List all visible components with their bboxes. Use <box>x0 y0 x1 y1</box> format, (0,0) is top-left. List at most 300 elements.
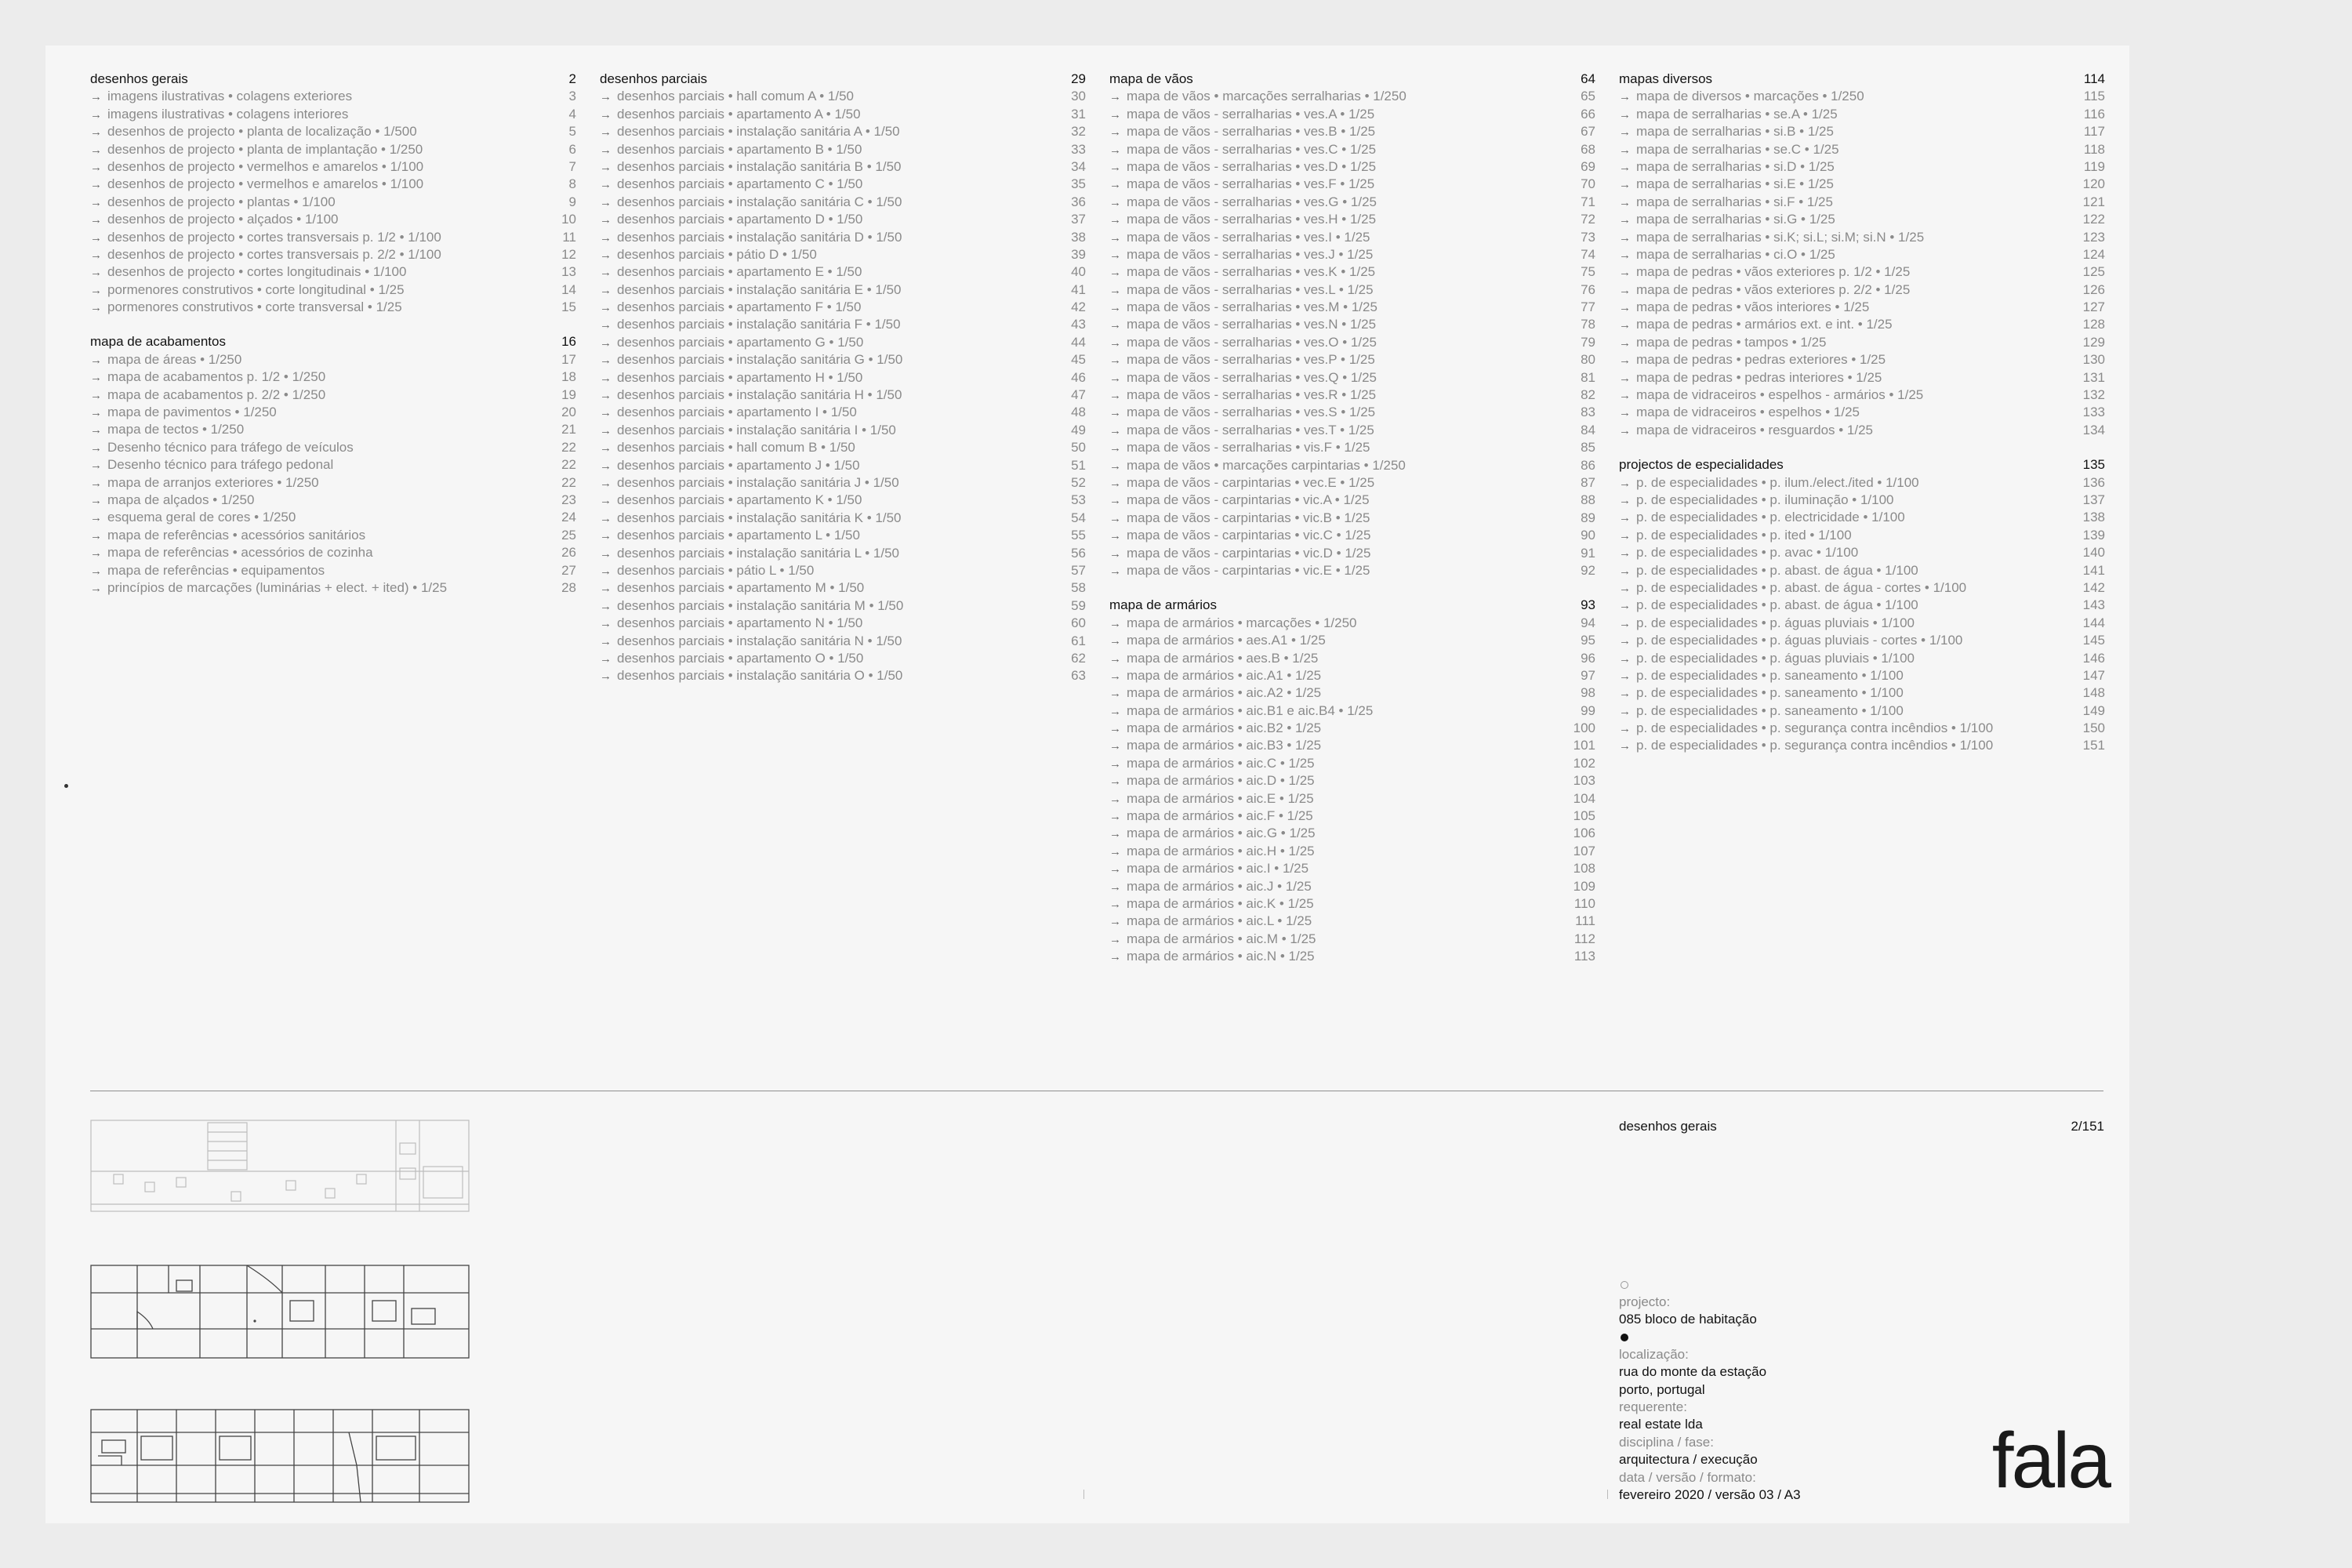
toc-entry <box>1109 316 1595 333</box>
arrow-right-icon: → <box>600 617 612 631</box>
arrow-right-icon: → <box>1109 248 1121 262</box>
toc-entry-label: mapa de vidraceiros • espelhos • 1/25 <box>1636 405 1860 420</box>
toc-entry <box>1619 387 2105 404</box>
toc-entry <box>600 422 1086 439</box>
toc-entry-label: Desenho técnico para tráfego pedonal <box>107 457 334 473</box>
toc-section <box>1109 71 1595 579</box>
toc-entry <box>600 229 1086 246</box>
toc-entry <box>600 246 1086 263</box>
toc-entry-label: mapa de serralharias • si.D • 1/25 <box>1636 158 1835 174</box>
toc-entry-page: 3 <box>568 89 576 104</box>
toc-entry-label: mapa de áreas • 1/250 <box>107 351 242 367</box>
toc-entry-label: mapa de pedras • tampos • 1/25 <box>1636 334 1827 350</box>
arrow-right-icon: → <box>1619 704 1631 718</box>
toc-entry-label-wrap <box>1619 211 2066 229</box>
localizacao-label: localização: <box>1619 1346 1689 1362</box>
toc-entry <box>1109 825 1595 842</box>
arrow-right-icon: → <box>600 90 612 104</box>
toc-entry-label-wrap <box>1109 948 1556 966</box>
toc-entry-label-wrap <box>1619 88 2066 106</box>
arrow-right-icon: → <box>600 318 612 332</box>
toc-entry-label-wrap <box>1109 387 1556 405</box>
section-page-number: 93 <box>1581 597 1595 613</box>
toc-entry-label-wrap <box>1619 263 2066 281</box>
arrow-right-icon: → <box>1619 143 1631 157</box>
arrow-right-icon: → <box>90 423 102 437</box>
toc-entry <box>1109 474 1595 492</box>
toc-entry-page: 98 <box>1581 685 1595 701</box>
toc-entry <box>1619 474 2105 492</box>
section-page-number: 135 <box>2082 457 2105 473</box>
toc-entry-label: desenhos parciais • instalação sanitária G • 1/50 <box>617 352 903 368</box>
toc-entry-label: desenhos parciais • instalação sanitária J • 1/50 <box>617 474 899 490</box>
arrow-right-icon: → <box>600 670 612 684</box>
toc-entry-page: 43 <box>1071 317 1086 332</box>
toc-entry-label: mapa de armários • aic.J • 1/25 <box>1127 878 1312 894</box>
toc-entry <box>90 194 576 211</box>
toc-entry-label: p. de especialidades • p. avac • 1/100 <box>1636 545 1859 561</box>
toc-entry-label: mapa de serralharias • si.F • 1/25 <box>1636 194 1833 209</box>
toc-section-heading <box>600 71 1086 88</box>
toc-entry-page: 27 <box>561 562 576 578</box>
toc-entry <box>600 316 1086 333</box>
toc-entry <box>600 527 1086 544</box>
toc-entry-label-wrap <box>1619 562 2066 580</box>
toc-entry-label-wrap <box>90 229 537 247</box>
toc-entry-label: mapa de referências • equipamentos <box>107 562 325 578</box>
toc-entry-label-wrap <box>90 106 537 124</box>
toc-entry-page: 138 <box>2082 510 2105 525</box>
toc-entry-label: mapa de pedras • pedras interiores • 1/25 <box>1636 369 1882 385</box>
toc-entry-label-wrap <box>1109 843 1556 861</box>
toc-entry-page: 57 <box>1071 562 1086 578</box>
arrow-right-icon: → <box>1109 897 1121 911</box>
toc-entry-page: 92 <box>1581 562 1595 578</box>
toc-entry-label: mapa de armários • marcações • 1/250 <box>1127 615 1357 630</box>
toc-entry <box>1109 194 1595 211</box>
toc-entry-page: 61 <box>1071 633 1086 648</box>
toc-entry <box>90 158 576 176</box>
toc-entry-label: pormenores construtivos • corte transversal • 1/25 <box>107 299 402 315</box>
arrow-right-icon: → <box>1109 389 1121 403</box>
toc-entry-label: mapa de armários • aic.G • 1/25 <box>1127 826 1316 841</box>
toc-section-heading <box>1619 456 2105 474</box>
toc-entry-label-wrap <box>90 492 537 510</box>
arrow-right-icon: → <box>600 406 612 420</box>
toc-entry-label-wrap <box>1619 492 2066 510</box>
arrow-right-icon: → <box>1619 406 1631 420</box>
toc-entry-page: 33 <box>1071 141 1086 157</box>
arrow-right-icon: → <box>1619 90 1631 104</box>
toc-entry <box>1619 702 2105 720</box>
toc-entry-label: p. de especialidades • p. abast. de água • 1/100 <box>1636 562 1918 578</box>
toc-entry-label: desenhos de projecto • cortes longitudinais • 1/100 <box>107 264 407 280</box>
toc-entry-label-wrap <box>600 299 1047 317</box>
toc-entry-label: mapa de vãos - serralharias • ves.J • 1/25 <box>1127 246 1374 262</box>
toc-entry-page: 72 <box>1581 212 1595 227</box>
arrow-right-icon: → <box>600 301 612 315</box>
arrow-right-icon: → <box>1619 389 1631 403</box>
toc-entry-label: mapa de vãos - serralharias • ves.O • 1/25 <box>1127 334 1377 350</box>
toc-entry-label: mapa de armários • aic.A1 • 1/25 <box>1127 667 1322 683</box>
toc-entry-label-wrap <box>90 579 537 597</box>
toc-entry <box>90 492 576 509</box>
toc-entry <box>1619 299 2105 316</box>
toc-entry <box>600 194 1086 211</box>
arrow-right-icon: → <box>600 511 612 525</box>
arrow-right-icon: → <box>600 564 612 578</box>
toc-entry-label: mapa de referências • acessórios sanitários <box>107 527 366 543</box>
toc-entry-page: 15 <box>561 299 576 315</box>
data-value: fevereiro 2020 / versão 03 / A3 <box>1619 1486 1801 1502</box>
toc-entry <box>1619 544 2105 561</box>
arrow-right-icon: → <box>1109 704 1121 718</box>
toc-entry <box>1619 527 2105 544</box>
toc-entry-page: 24 <box>561 510 576 525</box>
toc-entry-label-wrap <box>600 439 1047 457</box>
arrow-right-icon: → <box>1619 652 1631 666</box>
toc-entry-page: 22 <box>561 439 576 455</box>
toc-entry-page: 113 <box>1573 949 1595 964</box>
toc-entry-label-wrap <box>1109 194 1556 212</box>
arrow-right-icon: → <box>1619 125 1631 140</box>
toc-entry-label: desenhos de projecto • cortes transversais p. 1/2 • 1/100 <box>107 229 441 245</box>
arrow-right-icon: → <box>1109 546 1121 561</box>
toc-entry-label-wrap <box>90 544 537 562</box>
toc-entry-label: desenhos parciais • apartamento M • 1/50 <box>617 580 865 596</box>
toc-entry-label-wrap <box>1619 579 2066 597</box>
toc-entry-label-wrap <box>1619 720 2066 738</box>
toc-entry-page: 46 <box>1071 369 1086 385</box>
toc-entry-page: 66 <box>1581 106 1595 122</box>
toc-entry <box>1619 211 2105 228</box>
toc-entry-label-wrap <box>600 158 1047 176</box>
toc-entry <box>90 404 576 421</box>
arrow-right-icon: → <box>90 371 102 385</box>
toc-entry <box>1619 492 2105 509</box>
arrow-right-icon: → <box>1109 915 1121 929</box>
section-page-number: 16 <box>561 334 576 350</box>
toc-entry <box>600 615 1086 632</box>
toc-entry-label-wrap <box>1619 615 2066 633</box>
toc-entry <box>1109 878 1595 895</box>
elevation-thumbnail <box>90 1120 470 1212</box>
toc-entry-label-wrap <box>90 88 537 106</box>
toc-entry <box>90 527 576 544</box>
toc-entry <box>1109 457 1595 474</box>
toc-entry-label-wrap <box>1109 667 1556 685</box>
arrow-right-icon: → <box>1109 441 1121 456</box>
arrow-right-icon: → <box>1619 616 1631 630</box>
toc-entry-label: mapa de vidraceiros • resguardos • 1/25 <box>1636 422 1874 437</box>
toc-entry <box>1619 422 2105 439</box>
toc-entry <box>600 597 1086 615</box>
arrow-right-icon: → <box>600 336 612 350</box>
toc-entry <box>1109 702 1595 720</box>
toc-entry-label-wrap <box>600 474 1047 492</box>
toc-entry-page: 14 <box>561 281 576 297</box>
projecto-value: 085 bloco de habitação <box>1619 1312 1757 1327</box>
toc-entry <box>1109 895 1595 913</box>
toc-entry-label-wrap <box>1109 562 1556 580</box>
toc-entry-page: 149 <box>2082 702 2105 718</box>
toc-entry-page: 127 <box>2082 299 2105 315</box>
toc-entry <box>90 246 576 263</box>
toc-entry-label: desenhos parciais • hall comum A • 1/50 <box>617 89 855 104</box>
toc-column-1 <box>90 71 576 614</box>
toc-section-heading <box>90 333 576 350</box>
toc-entry-label: mapa de vãos - carpintarias • vic.E • 1/25 <box>1127 562 1370 578</box>
toc-entry-label-wrap <box>600 194 1047 212</box>
toc-entry-label: desenhos parciais • instalação sanitária H • 1/50 <box>617 387 902 403</box>
toc-entry-label-wrap <box>1619 650 2066 668</box>
arrow-right-icon: → <box>90 441 102 455</box>
toc-entry-label: mapa de vãos - carpintarias • vic.C • 1/25 <box>1127 528 1371 543</box>
section-title: desenhos parciais <box>600 71 708 86</box>
toc-entry-label: mapa de vãos - carpintarias • vic.D • 1/25 <box>1127 545 1371 561</box>
toc-entry-page: 65 <box>1581 89 1595 104</box>
arrow-right-icon: → <box>90 581 102 595</box>
toc-entry-page: 19 <box>561 387 576 402</box>
toc-entry-label: desenhos parciais • instalação sanitária E • 1/50 <box>617 281 902 297</box>
toc-entry <box>90 123 576 140</box>
toc-entry-label: imagens ilustrativas • colagens interiores <box>107 106 349 122</box>
toc-entry-page: 101 <box>1573 738 1595 753</box>
toc-entry-label: mapa de vãos - serralharias • ves.H • 1/25 <box>1127 212 1377 227</box>
toc-entry-label-wrap <box>1619 509 2066 527</box>
toc-entry-label-wrap <box>1109 684 1556 702</box>
arrow-right-icon: → <box>1109 371 1121 385</box>
toc-entry-page: 42 <box>1071 299 1086 315</box>
toc-entry <box>1619 229 2105 246</box>
toc-entry-label: mapa de pavimentos • 1/250 <box>107 405 277 420</box>
toc-entry <box>600 176 1086 193</box>
toc-entry-page: 112 <box>1573 931 1595 946</box>
toc-entry-label: desenhos parciais • instalação sanitária A • 1/50 <box>617 124 900 140</box>
toc-entry-page: 69 <box>1581 158 1595 174</box>
toc-entry-label-wrap <box>1109 737 1556 755</box>
toc-entry-page: 26 <box>561 545 576 561</box>
toc-entry-label: p. de especialidades • p. electricidade • 1/100 <box>1636 510 1905 525</box>
toc-entry <box>1619 158 2105 176</box>
toc-entry-label-wrap <box>1109 825 1556 843</box>
toc-entry <box>1109 263 1595 281</box>
fold-mark <box>1083 1490 1084 1499</box>
toc-entry <box>1109 545 1595 562</box>
toc-entry <box>1619 281 2105 299</box>
toc-entry-page: 53 <box>1071 492 1086 508</box>
toc-entry-page: 131 <box>2082 369 2105 385</box>
toc-entry-page: 121 <box>2082 194 2105 209</box>
toc-entry-label: mapa de armários • aic.L • 1/25 <box>1127 913 1312 929</box>
toc-entry <box>1619 334 2105 351</box>
toc-entry-label-wrap <box>1619 667 2066 685</box>
toc-entry-label: desenhos de projecto • alçados • 1/100 <box>107 212 339 227</box>
toc-entry <box>1109 369 1595 387</box>
toc-entry-page: 125 <box>2082 264 2105 280</box>
toc-entry-label-wrap <box>1109 351 1556 369</box>
arrow-right-icon: → <box>1109 143 1121 157</box>
toc-entry-label: desenhos parciais • apartamento I • 1/50 <box>617 405 857 420</box>
toc-entry-page: 78 <box>1581 317 1595 332</box>
toc-entry <box>1619 176 2105 193</box>
toc-entry <box>1109 88 1595 105</box>
toc-entry-page: 147 <box>2082 667 2105 683</box>
toc-entry-label: p. de especialidades • p. abast. de água • 1/100 <box>1636 597 1918 613</box>
arrow-right-icon: → <box>1109 844 1121 858</box>
toc-entry-page: 39 <box>1071 246 1086 262</box>
arrow-right-icon: → <box>1109 213 1121 227</box>
toc-entry-label-wrap <box>600 562 1047 580</box>
toc-entry <box>600 633 1086 650</box>
toc-entry-label: Desenho técnico para tráfego de veículos <box>107 439 354 455</box>
toc-entry-page: 128 <box>2082 317 2105 332</box>
toc-entry <box>1619 141 2105 158</box>
toc-entry-page: 32 <box>1071 124 1086 140</box>
toc-entry-label: mapa de pedras • armários ext. e int. • 1/25 <box>1636 317 1893 332</box>
requerente-value: real estate lda <box>1619 1417 1703 1432</box>
toc-entry-label-wrap <box>1109 439 1556 457</box>
toc-entry <box>1619 123 2105 140</box>
toc-entry-label: desenhos de projecto • vermelhos e amarelos • 1/100 <box>107 158 424 174</box>
project-info-block <box>1619 1277 1995 1504</box>
toc-entry-page: 52 <box>1071 474 1086 490</box>
toc-entry-label-wrap <box>1619 106 2066 124</box>
toc-entry-page: 145 <box>2082 633 2105 648</box>
toc-entry-page: 22 <box>561 474 576 490</box>
section-title: mapa de armários <box>1109 597 1218 613</box>
arrow-right-icon: → <box>1109 722 1121 736</box>
section-title: desenhos gerais <box>90 71 188 86</box>
arrow-right-icon: → <box>1619 564 1631 578</box>
arrow-right-icon: → <box>1109 476 1121 490</box>
toc-entry-label: mapa de diversos • marcações • 1/250 <box>1636 89 1864 104</box>
toc-entry-label: mapa de referências • acessórios de cozinha <box>107 545 373 561</box>
arrow-right-icon: → <box>600 178 612 192</box>
toc-entry <box>1619 684 2105 702</box>
toc-entry-page: 99 <box>1581 702 1595 718</box>
toc-entry-label-wrap <box>1109 772 1556 790</box>
toc-entry-label: mapa de armários • aes.A1 • 1/25 <box>1127 633 1326 648</box>
toc-entry-label-wrap <box>90 351 537 369</box>
toc-entry-label: p. de especialidades • p. iluminação • 1/100 <box>1636 492 1894 507</box>
toc-entry-label: mapa de vãos - serralharias • ves.B • 1/25 <box>1127 124 1376 140</box>
toc-entry <box>1109 211 1595 228</box>
toc-entry-label: desenhos parciais • apartamento D • 1/50 <box>617 212 863 227</box>
toc-entry-page: 108 <box>1573 861 1595 877</box>
arrow-right-icon: → <box>90 406 102 420</box>
arrow-right-icon: → <box>90 230 102 245</box>
toc-entry <box>90 88 576 105</box>
toc-entry-label-wrap <box>1109 650 1556 668</box>
toc-entry <box>1109 141 1595 158</box>
toc-entry-page: 106 <box>1573 826 1595 841</box>
toc-entry-label: mapa de vãos - carpintarias • vic.B • 1/25 <box>1127 510 1370 525</box>
toc-entry-label: mapa de vãos - serralharias • ves.D • 1/25 <box>1127 158 1377 174</box>
toc-entry-label-wrap <box>1109 88 1556 106</box>
toc-entry-page: 96 <box>1581 650 1595 666</box>
toc-entry-page: 140 <box>2082 545 2105 561</box>
toc-entry-label-wrap <box>1109 878 1556 896</box>
toc-entry-page: 12 <box>561 246 576 262</box>
toc-entry <box>1619 632 2105 649</box>
toc-entry-label-wrap <box>600 351 1047 369</box>
toc-entry-label-wrap <box>1619 229 2066 247</box>
toc-entry-label-wrap <box>1109 263 1556 281</box>
arrow-right-icon: → <box>90 546 102 561</box>
toc-entry-page: 115 <box>2083 89 2105 104</box>
toc-entry-page: 56 <box>1071 545 1086 561</box>
toc-entry-label: desenhos de projecto • plantas • 1/100 <box>107 194 336 209</box>
arrow-right-icon: → <box>90 493 102 507</box>
disciplina-label: disciplina / fase: <box>1619 1434 1714 1450</box>
toc-entry-page: 31 <box>1071 106 1086 122</box>
toc-entry-label: mapa de vãos - serralharias • ves.N • 1/25 <box>1127 317 1377 332</box>
arrow-right-icon: → <box>1619 669 1631 683</box>
toc-entry-label-wrap <box>600 422 1047 440</box>
toc-entry-label: desenhos parciais • instalação sanitária K • 1/50 <box>617 510 902 525</box>
toc-entry-label-wrap <box>90 562 537 580</box>
arrow-right-icon: → <box>600 283 612 297</box>
toc-entry-label: esquema geral de cores • 1/250 <box>107 510 296 525</box>
toc-entry-page: 25 <box>561 527 576 543</box>
toc-entry <box>90 456 576 474</box>
toc-entry-page: 28 <box>561 579 576 595</box>
toc-entry-label-wrap <box>600 263 1047 281</box>
toc-entry-page: 150 <box>2082 720 2105 736</box>
arrow-right-icon: → <box>600 582 612 596</box>
toc-entry-label: desenhos parciais • instalação sanitária C • 1/50 <box>617 194 902 209</box>
toc-entry-label-wrap <box>600 404 1047 422</box>
toc-entry-label: mapa de armários • aic.K • 1/25 <box>1127 895 1314 911</box>
toc-entry-label-wrap <box>1619 422 2066 440</box>
toc-entry-label: desenhos parciais • apartamento A • 1/50 <box>617 106 861 122</box>
arrow-right-icon: → <box>90 178 102 192</box>
toc-entry <box>600 457 1086 474</box>
toc-entry-label-wrap <box>1619 737 2066 755</box>
section-page-number: 29 <box>1071 71 1086 86</box>
arrow-right-icon: → <box>1619 301 1631 315</box>
toc-entry-page: 143 <box>2082 597 2105 613</box>
toc-entry <box>1619 509 2105 526</box>
toc-entry-label-wrap <box>1619 334 2066 352</box>
toc-entry-page: 90 <box>1581 528 1595 543</box>
arrow-right-icon: → <box>1109 529 1121 543</box>
toc-entry-label-wrap <box>1109 369 1556 387</box>
toc-entry-label: desenhos de projecto • vermelhos e amarelos • 1/100 <box>107 176 424 192</box>
toc-entry-label-wrap <box>600 597 1047 615</box>
arrow-right-icon: → <box>1109 932 1121 946</box>
toc-entry-label-wrap <box>90 474 537 492</box>
toc-entry-label: mapa de vãos - serralharias • ves.Q • 1/25 <box>1127 369 1377 385</box>
toc-entry <box>1109 123 1595 140</box>
toc-entry-label-wrap <box>1109 545 1556 563</box>
arrow-right-icon: → <box>90 564 102 578</box>
projecto-label: projecto: <box>1619 1294 1671 1309</box>
arrow-right-icon: → <box>1109 739 1121 753</box>
toc-entry-label-wrap <box>600 141 1047 159</box>
arrow-right-icon: → <box>1109 266 1121 280</box>
toc-entry-label-wrap <box>1619 299 2066 317</box>
toc-entry-page: 45 <box>1071 352 1086 368</box>
arrow-right-icon: → <box>600 459 612 473</box>
arrow-right-icon: → <box>1619 687 1631 701</box>
toc-entry <box>1109 299 1595 316</box>
toc-entry <box>1109 492 1595 509</box>
arrow-right-icon: → <box>1109 669 1121 683</box>
toc-entry-label-wrap <box>90 141 537 159</box>
toc-entry-page: 9 <box>568 194 576 209</box>
